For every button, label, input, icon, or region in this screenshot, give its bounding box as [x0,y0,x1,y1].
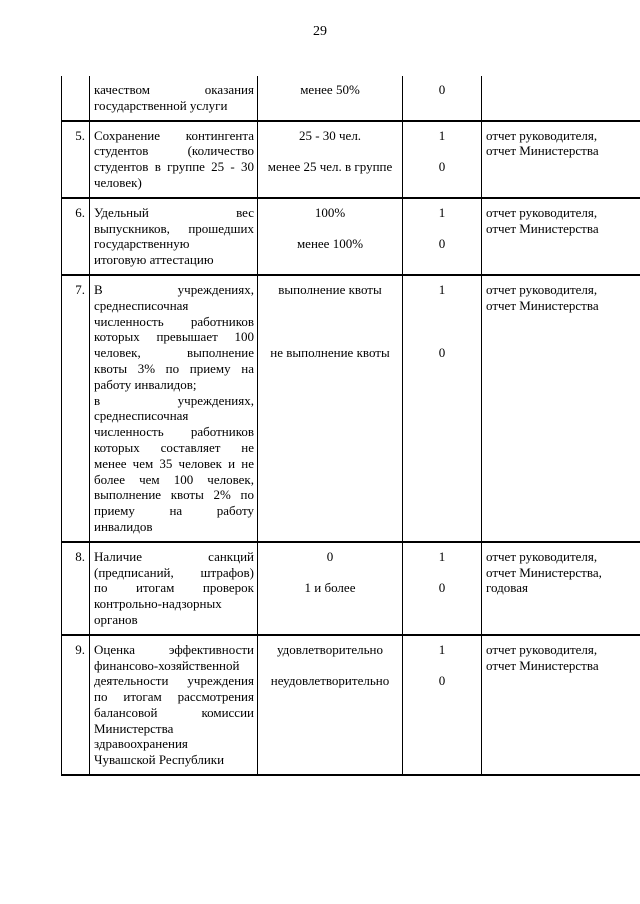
criterion-line: инвалидов [94,518,153,534]
criterion-line: которых превышает 100 [94,329,254,345]
score-cell [403,275,482,542]
source-cell [482,542,640,635]
table-row [62,542,640,635]
source-cell [482,121,640,198]
score-text: 1 [438,204,446,220]
criterion-line: среднесписочная [94,408,189,424]
criterion-cell [90,121,258,198]
criterion-line: здравоохранения [94,736,188,752]
score-cell [403,542,482,635]
table-row [62,121,640,198]
criterion-line: человек, выполнение [94,345,254,361]
criterion-line: приему на работу [94,503,254,519]
value-text: менее 25 чел. в группе [267,159,393,175]
value-text: менее 50% [300,82,360,97]
criterion-line: студентов в группе 25 - 30 [94,159,254,175]
source-line: отчет Министерства [486,143,599,159]
criterion-line: органов [94,611,138,627]
criterion-line: численность работников [94,424,254,440]
score-text: 0 [438,159,446,175]
criterion-line: Наличие санкций [94,548,254,564]
source-line: отчет руководителя, [486,641,598,657]
score-text: 1 [438,127,446,143]
source-line: отчет руководителя, [486,548,598,564]
row-number: 7. [62,275,90,542]
value-text: 25 - 30 чел. [298,127,362,143]
criterion-line: менее чем 35 человек и не [94,455,254,471]
source-line: годовая [486,580,528,596]
source-line: отчет руководителя, [486,127,598,143]
criterion-line: численность работников [94,313,254,329]
criterion-line: (предписаний, штрафов) [94,564,254,580]
value-text: не выполнение квоты [270,345,390,361]
page-number: 29 [313,24,327,39]
source-cell [482,635,640,775]
score-text: 0 [438,236,446,252]
score-text: 0 [438,673,446,689]
value-text: 0 [326,548,334,564]
value-cell [258,76,403,121]
criterion-cell [90,542,258,635]
table-row [62,635,640,775]
value-text: неудовлетворительно [270,673,390,689]
value-text: удовлетворительно [276,641,384,657]
score-cell [403,76,482,121]
criterion-line: среднесписочная [94,297,189,313]
value-cell [258,542,403,635]
score-text: 0 [438,580,446,596]
criterion-cell [90,76,258,121]
criterion-line: человек) [94,174,142,190]
score-text: 0 [438,345,446,361]
criterion-line: работу инвалидов; [94,376,197,392]
row-number: 8. [62,542,90,635]
criterion-line: государственной услуги [94,97,228,113]
row-number: 9. [62,635,90,775]
source-line: отчет Министерства [486,297,599,313]
score-cell [403,635,482,775]
criterion-line: студентов (количество [94,143,254,159]
source-line: отчет Министерства, [486,564,602,580]
source-line: отчет руководителя, [486,281,598,297]
criterion-line: более чем 100 человек, [94,471,254,487]
score-cell [403,121,482,198]
table-row [62,76,640,121]
criterion-line: Оценка эффективности [94,641,254,657]
source-cell [482,76,640,121]
table-row [62,275,640,542]
criterion-line: по итогам рассмотрения [94,689,254,705]
criterion-cell [90,635,258,775]
row-number [62,76,90,121]
row-number: 5. [62,121,90,198]
criterion-line: по итогам проверок [94,580,254,596]
criterion-cell [90,275,258,542]
criterion-line: финансово-хозяйственной [94,657,240,673]
criterion-line: в учреждениях, [94,392,254,408]
criterion-line: Сохранение контингента [94,127,254,143]
criterion-line: Министерства [94,720,174,736]
table-row [62,198,640,275]
score-text: 1 [438,548,446,564]
source-cell [482,198,640,275]
criterion-line: балансовой комиссии [94,704,254,720]
criterion-line: деятельности учреждения [94,673,254,689]
value-text: выполнение квоты [278,281,382,297]
value-cell [258,121,403,198]
criterion-line: Удельный вес [94,204,254,220]
value-cell [258,635,403,775]
score-text: 1 [438,641,446,657]
criterion-line: итоговую аттестацию [94,252,214,268]
row-number: 6. [62,198,90,275]
criterion-line: квоты 3% по приему на [94,360,254,376]
score-cell [403,198,482,275]
source-line: отчет руководителя, [486,204,598,220]
criterion-line: выпускников, прошедших [94,220,254,236]
source-line: отчет Министерства [486,657,599,673]
criterion-line: качеством оказания [94,82,254,97]
criterion-cell [90,198,258,275]
criterion-line: которых составляет не [94,439,254,455]
value-text: менее 100% [296,236,364,252]
criterion-line: контрольно-надзорных [94,596,222,612]
source-line: отчет Министерства [486,220,599,236]
criterion-line: государственную [94,236,190,252]
score-text: 0 [438,82,446,97]
score-text: 1 [438,281,446,297]
value-text: 1 и более [304,580,356,596]
value-cell [258,198,403,275]
criterion-line: выполнение квоты 2% по [94,487,254,503]
criteria-table [61,76,640,776]
criterion-line: В учреждениях, [94,281,254,297]
criterion-line: Чувашской Республики [94,752,225,768]
value-text: 100% [314,204,346,220]
source-cell [482,275,640,542]
value-cell [258,275,403,542]
